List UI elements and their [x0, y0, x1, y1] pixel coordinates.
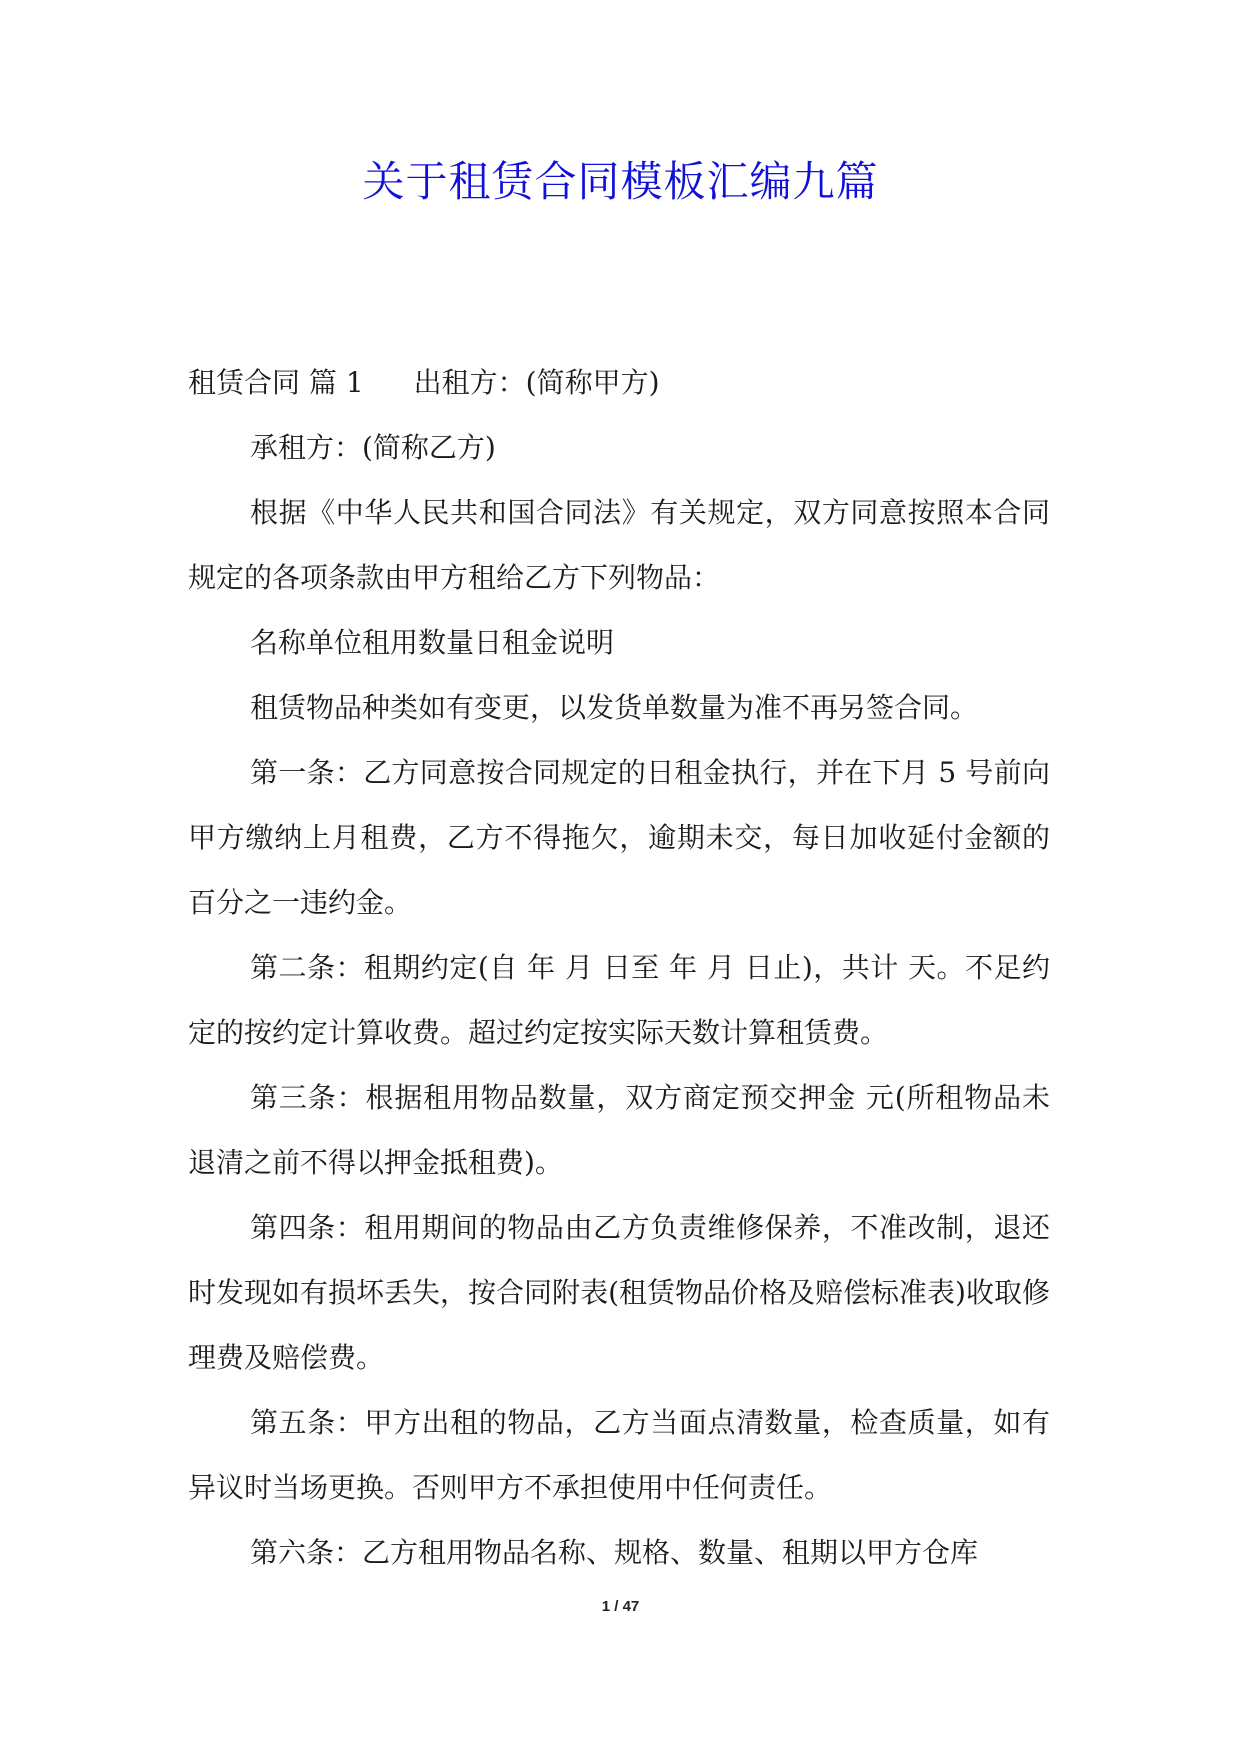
article-2: 第二条：租期约定(自 年 月 日至 年 月 日止)，共计 天。不足约定的按约定计算收费。超过约定按实际天数计算租赁费。 — [188, 951, 1050, 1049]
article-3: 第三条：根据租用物品数量，双方商定预交押金 元(所租物品未退清之前不得以押金抵租费)。 — [188, 1081, 1050, 1179]
paragraph-lessee: 承租方：(简称乙方) — [250, 431, 496, 464]
article-5: 第五条：甲方出租的物品，乙方当面点清数量，检查质量，如有异议时当场更换。否则甲方不承担使用中任何责任。 — [188, 1406, 1050, 1504]
paragraph-basis: 根据《中华人民共和国合同法》有关规定，双方同意按照本合同规定的各项条款由甲方租给乙方下列物品： — [188, 496, 1050, 594]
paragraph-changes: 租赁物品种类如有变更，以发货单数量为准不再另签合同。 — [250, 691, 979, 724]
article-1: 第一条：乙方同意按合同规定的日租金执行，并在下月 5 号前向甲方缴纳上月租费，乙方不得拖欠，逾期未交，每日加收延付金额的百分之一违约金。 — [188, 756, 1050, 919]
paragraph-item-header: 名称单位租用数量日租金说明 — [250, 626, 615, 659]
article-4: 第四条：租用期间的物品由乙方负责维修保养，不准改制，退还时发现如有损坏丢失，按合同附表(租赁物品价格及赔偿标准表)收取修理费及赔偿费。 — [188, 1211, 1050, 1374]
contract-label: 租赁合同 — [188, 366, 301, 399]
article-6: 第六条：乙方租用物品名称、规格、数量、租期以甲方仓库 — [250, 1536, 979, 1569]
document-title: 关于租赁合同模板汇编九篇 — [362, 157, 879, 206]
section-label: 篇 1 — [308, 366, 364, 399]
document-body — [188, 350, 1050, 1585]
lessor-label: 出租方：(简称甲方) — [413, 366, 660, 399]
page-number: 1 / 47 — [601, 1598, 640, 1615]
first-line — [188, 350, 1050, 415]
